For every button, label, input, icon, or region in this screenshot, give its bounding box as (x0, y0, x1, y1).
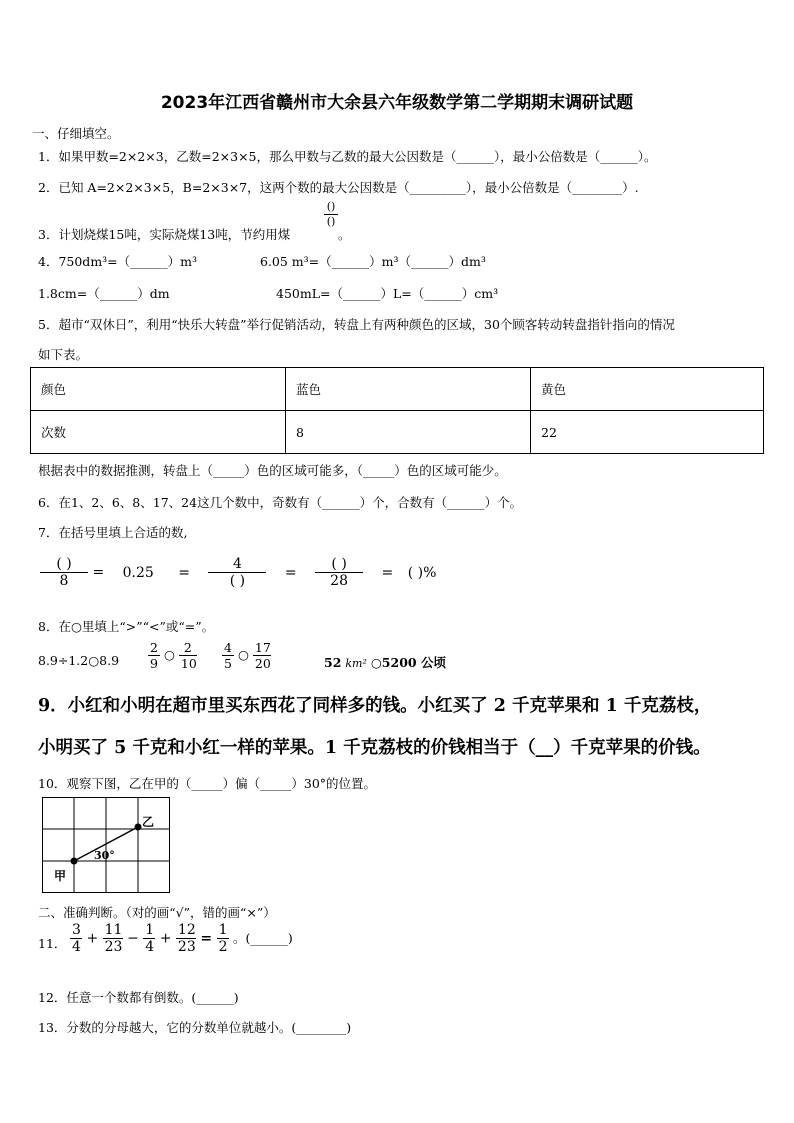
fraction-denominator: () (324, 214, 338, 229)
fraction (222, 640, 234, 671)
fraction (315, 556, 363, 589)
equals-sign: = (200, 930, 213, 947)
fraction-numerator: 2 (179, 640, 197, 656)
question-3 (38, 225, 290, 243)
question-3-end: 。 (338, 227, 351, 242)
page-title: 2023年江西省赣州市大余县六年级数学第二学期期末调研试题 (160, 93, 634, 113)
table-cell: 次数 (31, 411, 286, 454)
fraction-numerator: 4 (222, 640, 234, 656)
data-table (30, 367, 764, 454)
value: 52 (324, 655, 342, 670)
table-cell: 颜色 (31, 368, 286, 411)
fraction-denominator: 4 (145, 939, 155, 955)
fraction-numerator: 1 (145, 922, 155, 938)
table-cell: 8 (286, 411, 531, 454)
fraction (179, 640, 197, 671)
operator: − (127, 930, 139, 947)
question-8d (324, 653, 446, 671)
question-9-line1: 9．小红和小明在超市里买东西花了同样多的钱。小红买了 2 千克苹果和 1 千克荔枝， (38, 696, 712, 716)
question-9-line2: 小明买了 5 千克和小红一样的苹果。1 千克荔枝的价钱相当于（__）千克苹果的价钱。 (38, 738, 711, 758)
operator: + (159, 930, 172, 947)
equals-sign: = (92, 564, 105, 581)
question-7: 7．在括号里填上合适的数, (38, 525, 188, 540)
fraction-numerator: 2 (148, 640, 160, 656)
question-8b (148, 640, 197, 671)
question-13: 13．分数的分母越大，它的分数单位就越小。(________) (38, 1020, 352, 1035)
fraction-denominator: 23 (104, 939, 123, 955)
question-4c: 1.8cm=（______）dm (38, 286, 170, 301)
table-cell: 黄色 (531, 368, 764, 411)
point-yi (135, 824, 142, 831)
fraction-denominator: 20 (254, 656, 271, 671)
question-3-text: 3．计划烧煤15吨，实际烧煤13吨，节约用煤 (38, 227, 291, 242)
question-10: 10．观察下图，乙在甲的（_____）偏（_____）30°的位置。 (38, 776, 377, 791)
fraction (217, 922, 229, 955)
fraction-denominator: 28 (330, 573, 348, 589)
fraction-denominator: ( ) (229, 573, 246, 589)
fraction (148, 640, 160, 671)
fraction (143, 922, 155, 955)
question-6: 6．在1、2、6、8、17、24这几个数中，奇数有（______）个，合数有（______）个。 (38, 495, 523, 510)
equals-sign: = (284, 564, 297, 581)
question-8a: 8.9÷1.2○8.9 (38, 653, 120, 668)
section-heading-2: 二、准确判断。（对的画“√”，错的画“×”） (38, 905, 276, 920)
question-3-fraction (324, 200, 338, 229)
table-row (31, 368, 764, 411)
angle-label: 30° (94, 849, 115, 862)
question-5-after: 根据表中的数据推测，转盘上（_____）色的区域可能多，（_____）色的区域可能少。 (38, 463, 507, 478)
label-jia: 甲 (54, 869, 67, 883)
fraction (253, 640, 271, 671)
table-cell: 22 (531, 411, 764, 454)
fraction-numerator: ( ) (40, 556, 88, 573)
fraction-denominator: 9 (150, 656, 158, 671)
value: 0.25 (122, 564, 154, 581)
fraction-denominator: 23 (177, 939, 196, 955)
question-4b: 6.05 m³=（______）m³（______）dm³ (260, 254, 486, 269)
question-5-line1: 5．超市“双休日”，利用“快乐大转盘”举行促销活动，转盘上有两种颜色的区域，30个顾客转动转盘指针指向的情况 (38, 317, 675, 332)
section-heading-1: 一、仔细填空。 (32, 126, 120, 141)
question-11-prefix: 11． (38, 936, 67, 951)
direction-grid-diagram (42, 797, 170, 893)
fraction (176, 922, 196, 955)
fraction (40, 556, 88, 589)
fraction-numerator: ( ) (315, 556, 363, 573)
fraction-numerator: 4 (208, 556, 266, 573)
fraction-numerator: 12 (177, 922, 196, 938)
fraction-numerator: 1 (218, 922, 228, 938)
question-4d: 450mL=（______）L=（______）cm³ (276, 286, 499, 301)
fraction-numerator: () (326, 200, 336, 213)
question-12: 12．任意一个数都有倒数。(______) (38, 990, 239, 1005)
answer-blank: 。(______) (233, 930, 293, 946)
label-yi: 乙 (142, 815, 155, 829)
fraction-denominator: 5 (224, 656, 232, 671)
table-row (31, 411, 764, 454)
fraction-denominator: 8 (59, 573, 69, 589)
fraction-denominator: 10 (180, 656, 197, 671)
operator: + (86, 930, 99, 947)
percent-blank: ( )% (407, 564, 437, 581)
equals-sign: = (381, 564, 394, 581)
unit: km² (345, 657, 367, 670)
question-8: 8．在○里填上“>”“<”或“=”。 (38, 619, 215, 634)
fraction (70, 922, 82, 955)
fraction-numerator: 11 (104, 922, 123, 938)
fraction (103, 922, 123, 955)
fraction-numerator: 17 (254, 640, 271, 655)
table-cell: 蓝色 (286, 368, 531, 411)
compare-circle: ○ (237, 647, 249, 662)
question-7-math (40, 556, 436, 589)
question-2: 2．已知 A=2×2×3×5，B=2×3×7，这两个数的最大公因数是（_________），最小公倍数是（________）. (38, 180, 639, 195)
fraction-denominator: 4 (72, 939, 81, 955)
question-5-line2: 如下表。 (38, 347, 89, 362)
fraction-numerator: 3 (72, 922, 81, 938)
point-jia (71, 858, 78, 865)
value: ○5200 公顷 (370, 655, 446, 670)
question-11-expression (70, 922, 293, 955)
fraction (208, 556, 266, 589)
question-4a: 4．750dm³=（______）m³ (38, 254, 198, 269)
question-1: 1．如果甲数=2×2×3，乙数=2×3×5，那么甲数与乙数的最大公因数是（______），最小公倍数是（______）。 (38, 149, 657, 164)
question-8c (222, 640, 271, 671)
fraction-denominator: 2 (218, 939, 228, 955)
compare-circle: ○ (163, 647, 175, 662)
equals-sign: = (178, 564, 190, 581)
